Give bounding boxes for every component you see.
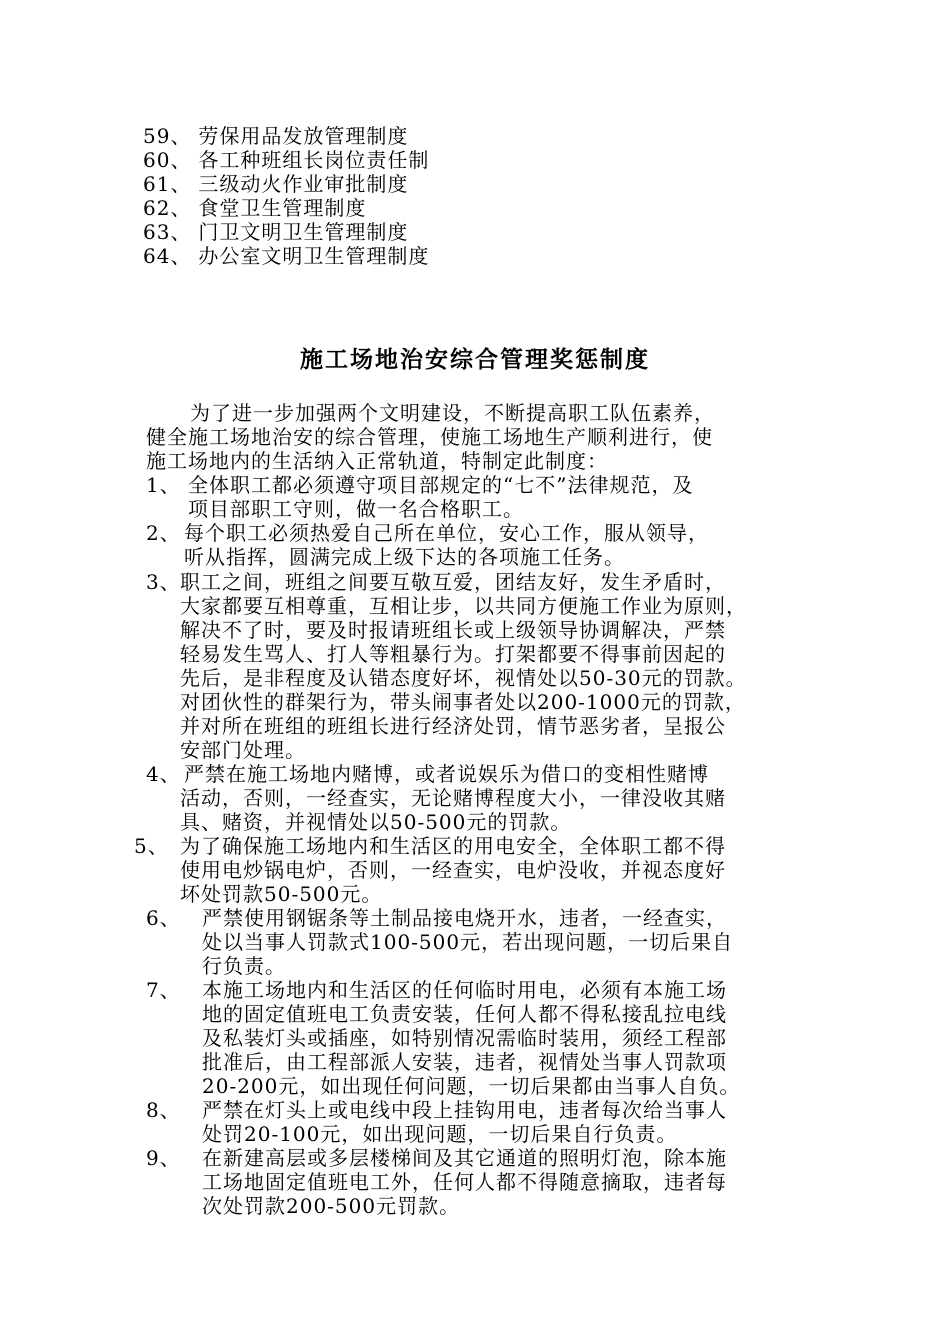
item-line: 严禁在灯头上或电线中段上挂钩用电，违者每次给当事人 bbox=[202, 1098, 727, 1122]
intro-line: 为了进一步加强两个文明建设，不断提高职工队伍素养， bbox=[190, 401, 715, 425]
toc-number: 62、 bbox=[143, 196, 192, 220]
toc-item bbox=[143, 220, 408, 244]
item-number: 5、 bbox=[134, 834, 169, 858]
item-line: 工场地固定值班电工外，任何人都不得随意摘取，违者每 bbox=[202, 1170, 727, 1194]
item-line: 活动，否则，一经查实，无论赌博程度大小，一律没收其赌 bbox=[180, 786, 726, 810]
item-line: 并对所在班组的班组长进行经济处罚，情节恶劣者，呈报公 bbox=[180, 714, 726, 738]
toc-text: 办公室文明卫生管理制度 bbox=[198, 244, 430, 268]
intro-line: 健全施工场地治安的综合管理，使施工场地生产顺利进行，使 bbox=[146, 425, 713, 449]
toc-number: 59、 bbox=[143, 124, 192, 148]
item-line: 20-200元，如出现任何问题，一切后果都由当事人自负。 bbox=[202, 1074, 741, 1098]
item-line: 处罚20-100元，如出现问题，一切后果自行负责。 bbox=[202, 1122, 678, 1146]
item-line: 对团伙性的群架行为，带头闹事者处以200-1000元的罚款， bbox=[180, 690, 746, 714]
item-line: 严禁在施工场地内赌博，或者说娱乐为借口的变相性赌博 bbox=[184, 762, 709, 786]
item-line: 次处罚款200-500元罚款。 bbox=[202, 1194, 461, 1218]
toc-text: 劳保用品发放管理制度 bbox=[198, 124, 409, 148]
item-line: 项目部职工守则，做一名合格职工。 bbox=[188, 497, 524, 521]
section-title: 施工场地治安综合管理奖惩制度 bbox=[300, 346, 650, 373]
toc-item bbox=[143, 148, 429, 172]
item-number: 3、 bbox=[146, 570, 181, 594]
item-number: 1、 bbox=[146, 473, 181, 497]
toc-item bbox=[143, 124, 408, 148]
toc-text: 三级动火作业审批制度 bbox=[198, 172, 409, 196]
item-number: 4、 bbox=[146, 762, 181, 786]
item-number: 2、 bbox=[146, 521, 181, 545]
item-line: 使用电炒锅电炉，否则，一经查实，电炉没收，并视态度好 bbox=[180, 858, 726, 882]
toc-number: 63、 bbox=[143, 220, 192, 244]
toc-number: 61、 bbox=[143, 172, 192, 196]
item-line: 先后，是非程度及认错态度好坏，视情处以50-30元的罚款。 bbox=[180, 666, 747, 690]
item-line: 安部门处理。 bbox=[180, 738, 306, 762]
item-line: 处以当事人罚款式100-500元，若出现问题，一切后果自 bbox=[202, 930, 734, 954]
toc-text: 各工种班组长岗位责任制 bbox=[198, 148, 430, 172]
item-line: 本施工场地内和生活区的任何临时用电，必须有本施工场 bbox=[202, 978, 727, 1002]
item-line: 听从指挥，圆满完成上级下达的各项施工任务。 bbox=[184, 545, 625, 569]
item-line: 及私装灯头或插座，如特别情况需临时装用，须经工程部 bbox=[202, 1026, 727, 1050]
item-line: 严禁使用钢锯条等土制品接电烧开水，违者，一经查实， bbox=[202, 906, 727, 930]
item-line: 在新建高层或多层楼梯间及其它通道的照明灯泡，除本施 bbox=[202, 1146, 727, 1170]
item-line: 大家都要互相尊重，互相让步，以共同方便施工作业为原则， bbox=[180, 594, 747, 618]
item-line: 每个职工必须热爱自己所在单位，安心工作，服从领导， bbox=[184, 521, 709, 545]
item-line: 全体职工都必须遵守项目部规定的“七不”法律规范，及 bbox=[188, 473, 694, 497]
item-number: 8、 bbox=[146, 1098, 181, 1122]
toc-item bbox=[143, 172, 408, 196]
item-line: 轻易发生骂人、打人等粗暴行为。打架都要不得事前因起的 bbox=[180, 642, 726, 666]
item-line: 为了确保施工场地内和生活区的用电安全，全体职工都不得 bbox=[180, 834, 726, 858]
toc-text: 门卫文明卫生管理制度 bbox=[198, 220, 409, 244]
item-number: 9、 bbox=[146, 1146, 181, 1170]
toc-text: 食堂卫生管理制度 bbox=[198, 196, 367, 220]
toc-number: 60、 bbox=[143, 148, 192, 172]
item-line: 坏处罚款50-500元。 bbox=[180, 882, 383, 906]
toc-item bbox=[143, 244, 429, 268]
intro-line: 施工场地内的生活纳入正常轨道，特制定此制度： bbox=[146, 449, 608, 473]
item-line: 解决不了时，要及时报请班组长或上级领导协调解决，严禁 bbox=[180, 618, 726, 642]
item-line: 具、赌资，并视情处以50-500元的罚款。 bbox=[180, 810, 572, 834]
item-line: 批准后，由工程部派人安装，违者，视情处当事人罚款项 bbox=[202, 1050, 727, 1074]
item-line: 行负责。 bbox=[202, 954, 286, 978]
item-line: 职工之间，班组之间要互敬互爱，团结友好，发生矛盾时， bbox=[180, 570, 726, 594]
item-number: 6、 bbox=[146, 906, 181, 930]
toc-number: 64、 bbox=[143, 244, 192, 268]
item-number: 7、 bbox=[146, 978, 181, 1002]
item-line: 地的固定值班电工负责安装，任何人都不得私接乱拉电线 bbox=[202, 1002, 727, 1026]
toc-item bbox=[143, 196, 366, 220]
